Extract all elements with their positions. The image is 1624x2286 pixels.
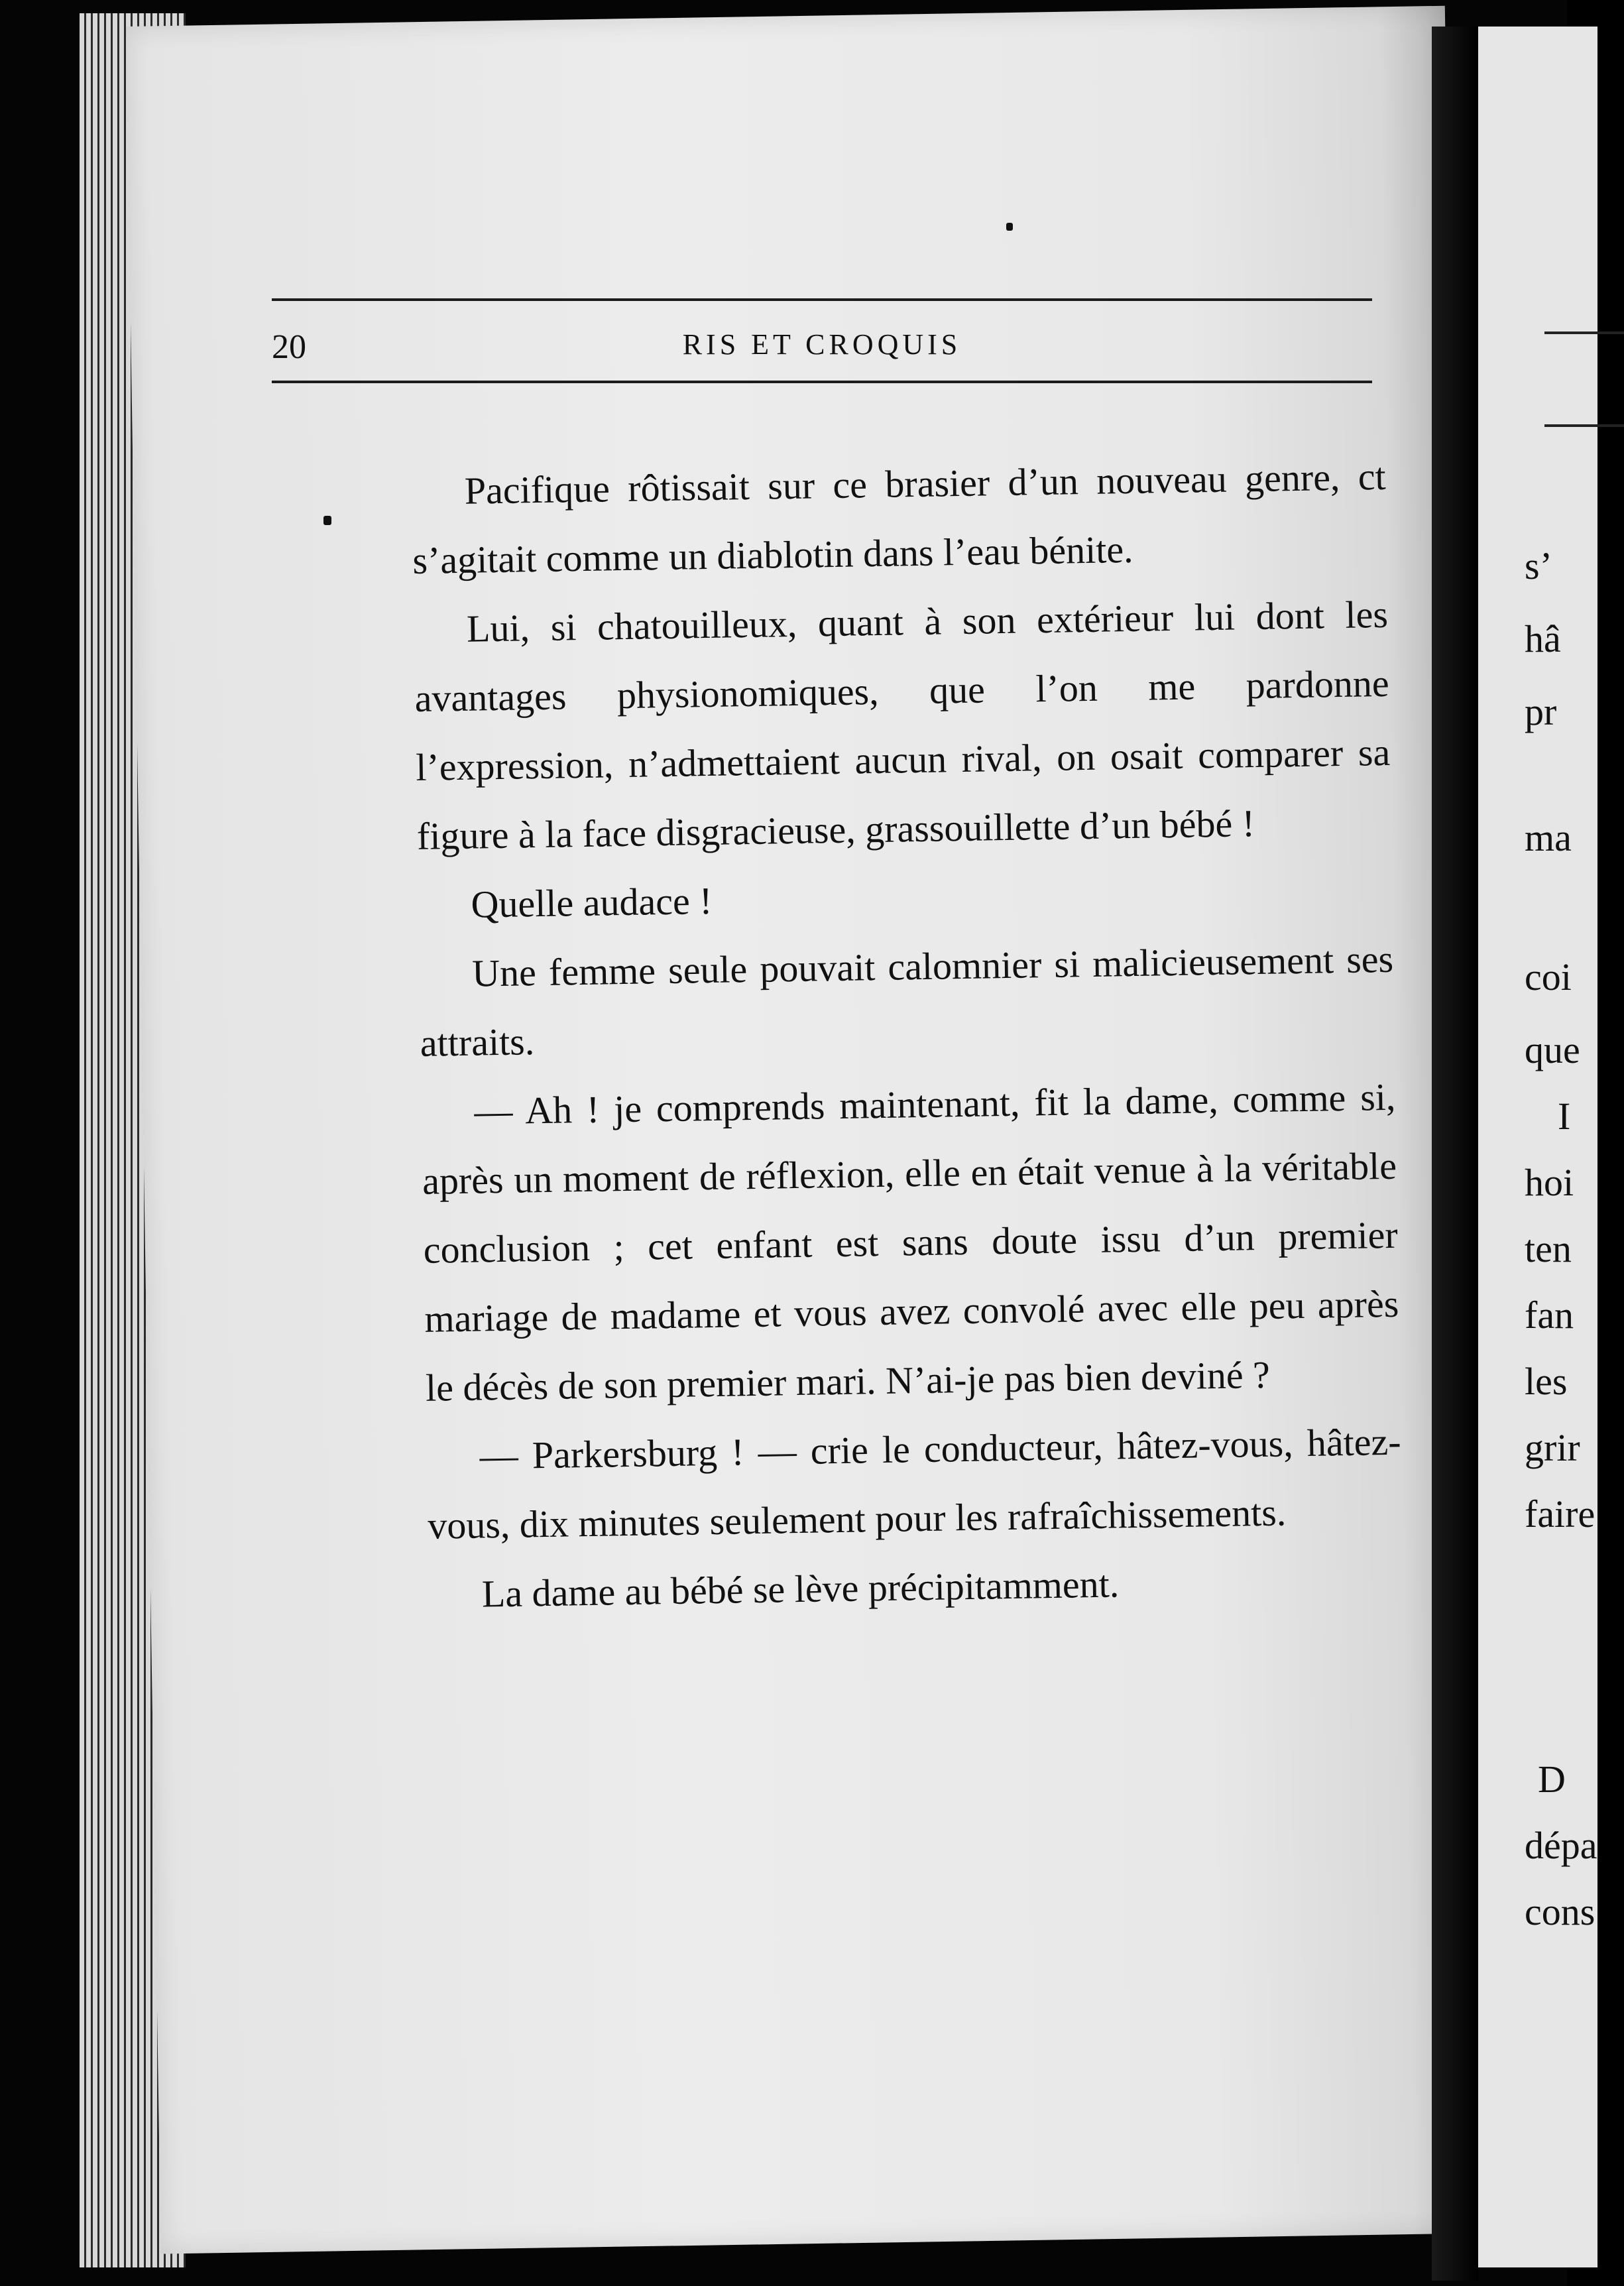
right-page [1478, 27, 1597, 2267]
facing-fragment: que [1525, 1028, 1580, 1071]
running-title: RIS ET CROQUIS [682, 328, 962, 361]
paragraph: — Ah ! je comprends maintenant, fit la dame, comme si, après un moment de réflexion, elle en était venue à la véritable conclusion ; cet enfant est sans doute issu d’un premier mariage de madame et vous avez convolé avec elle peu après le décès de son premier mari. N’ai-je pas bien deviné ? [422, 1075, 1399, 1410]
facing-fragment: fan [1525, 1293, 1574, 1337]
paragraph: Quelle audace ! [471, 878, 713, 926]
paragraph: La dame au bébé se lève précipitamment. [481, 1562, 1120, 1616]
facing-fragment: grir [1525, 1426, 1580, 1469]
book-gutter [1432, 27, 1478, 2281]
paragraph: Lui, si chatouilleux, quant à son extérieur lui dont les avantages physionomiques, que l’on me pardonne l’expression, n’admettaient aucun rival, on osait comparer sa figure à la face disgracieuse, grassouillette d’un bébé ! [414, 592, 1391, 858]
facing-fragment: les [1525, 1360, 1568, 1403]
facing-fragment: D [1538, 1758, 1566, 1801]
running-head [272, 301, 1372, 381]
facing-fragment: pr [1525, 690, 1557, 733]
header-bottom-rule [272, 381, 1372, 383]
facing-fragment: ma [1525, 816, 1572, 859]
body-text [411, 442, 1404, 1630]
paragraph: — Parkersburg ! — crie le conducteur, hâtez-vous, hâtez-vous, dix minutes seulement pour les rafraîchissements. [427, 1419, 1402, 1547]
facing-fragment: hâ [1525, 617, 1561, 660]
facing-fragment: hoi [1525, 1161, 1574, 1204]
paragraph: Pacifique rôtissait sur ce brasier d’un nouveau genre, ct s’agitait comme un diablotin dans l’eau bénite. [412, 454, 1387, 582]
ink-speck [323, 516, 331, 525]
ink-speck [1006, 223, 1013, 231]
facing-fragment: faire [1525, 1492, 1595, 1535]
facing-fragment: ten [1525, 1227, 1572, 1270]
facing-page-rule [1544, 424, 1624, 427]
facing-fragment: dépa [1525, 1824, 1597, 1867]
facing-fragment: cons [1525, 1890, 1595, 1933]
facing-fragment: coi [1525, 955, 1572, 998]
facing-fragment: I [1558, 1095, 1571, 1138]
facing-page-rule [1544, 331, 1624, 334]
page-header [272, 298, 1372, 383]
paragraph: Une femme seule pouvait calomnier si malicieusement ses attraits. [420, 937, 1394, 1065]
page-number: 20 [272, 328, 306, 366]
facing-fragment: s’ [1525, 544, 1552, 587]
